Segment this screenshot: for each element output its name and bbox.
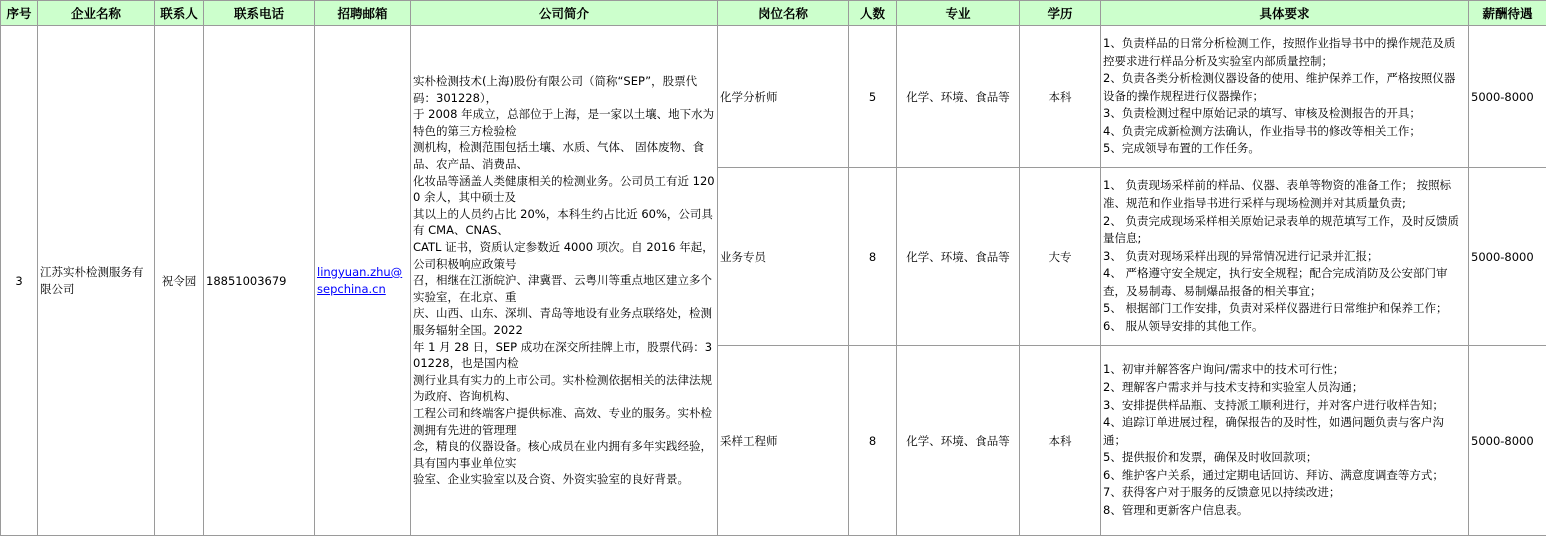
header-email: 招聘邮箱: [315, 1, 411, 26]
header-salary: 薪酬待遇: [1469, 1, 1546, 26]
position-major: 化学、环境、食品等: [897, 168, 1020, 346]
intro-line: 测行业具有实力的上市公司。实朴检测依据相关的法律法规为政府、咨询机构、: [413, 372, 712, 404]
position-education: 本科: [1020, 346, 1101, 536]
requirement-item: 1、负责样品的日常分析检测工作，按照作业指导书中的操作规范及质控要求进行样品分析及实验室内部质量控制；: [1103, 35, 1456, 68]
requirement-item: 7、获得客户对于服务的反馈意见以持续改进；: [1103, 485, 1341, 500]
position-title: 采样工程师: [718, 346, 849, 536]
requirement-item: 5、 根据部门工作安排，负责对采样仪器进行日常维护和保养工作；: [1103, 301, 1448, 316]
header-company-name: 企业名称: [38, 1, 155, 26]
requirement-item: 8、管理和更新客户信息表。: [1103, 503, 1249, 518]
requirement-item: 6、 服从领导安排的其他工作。: [1103, 319, 1264, 334]
header-position: 岗位名称: [718, 1, 849, 26]
company-phone: 18851003679: [204, 26, 315, 536]
requirement-item: 5、完成领导布置的工作任务。: [1103, 141, 1260, 156]
header-major: 专业: [897, 1, 1020, 26]
requirement-item: 2、理解客户需求并与技术支持和实验室人员沟通；: [1103, 379, 1364, 394]
requirement-item: 6、维护客户关系，通过定期电话回访、拜访、满意度调查等方式；: [1103, 467, 1444, 482]
company-contact: 祝令园: [155, 26, 204, 536]
requirement-item: 4、负责完成新检测方法确认，作业指导书的修改等相关工作；: [1103, 123, 1421, 138]
header-intro: 公司简介: [411, 1, 718, 26]
intro-line: 年 1 月 28 日，SEP 成功在深交所挂牌上市，股票代码：301228，也是国内检: [413, 339, 713, 371]
intro-line: 测机构，检测范围包括土壤、水质、气体、 固体废物、食品、农产品、消费品、: [413, 140, 705, 172]
requirement-item: 1、初审并解答客户询问/需求中的技术可行性；: [1103, 362, 1345, 377]
intro-line: 念，精良的仪器设备。核心成员在业内拥有多年实践经验，具有国内事业单位实: [413, 439, 712, 470]
intro-line: 验室、企业实验室以及合资、外资实验室的良好背景。: [413, 472, 689, 487]
position-salary: 5000-8000: [1469, 346, 1546, 536]
intro-line: 庆、山西、山东、深圳、青岛等地设有业务点联络处，检测服务辐射全国。2022: [413, 306, 712, 337]
position-requirements: [1101, 26, 1469, 168]
requirement-item: 1、 负责现场采样前的样品、仪器、表单等物资的准备工作； 按照标准、规范和作业指导书进行采样与现场检测并对其质量负责;: [1103, 178, 1452, 210]
position-education: 本科: [1020, 26, 1101, 168]
intro-line: 工程公司和终端客户提供标准、高效、专业的服务。实朴检测拥有先进的管理理: [413, 405, 712, 437]
header-education: 学历: [1020, 1, 1101, 26]
header-index: 序号: [1, 1, 38, 26]
position-count: 5: [849, 26, 897, 168]
requirement-item: 3、安排提供样品瓶、支持派工顺利进行，并对客户进行收样告知；: [1103, 397, 1444, 412]
intro-line: 其以上的人员约占比 20%，本科生约占比近 60%，公司具有 CMA、CNAS、: [413, 206, 713, 238]
requirement-item: 4、 严格遵守安全规定，执行安全规程；配合完成消防及公安部门审查，及易制毒、易制爆品报备的相关事宜；: [1103, 266, 1448, 298]
header-phone: 联系电话: [204, 1, 315, 26]
table-row: [1, 26, 1546, 168]
position-major: 化学、环境、食品等: [897, 346, 1020, 536]
intro-line: 化妆品等涵盖人类健康相关的检测业务。公司员工有近 1200 余人，其中硕士及: [413, 173, 715, 205]
header-row: [1, 1, 1546, 26]
intro-line: CATL 证书，资质认定参数近 4000 项次。自 2016 年起，公司积极响应政策号: [413, 240, 714, 271]
position-count: 8: [849, 168, 897, 346]
position-title: 业务专员: [718, 168, 849, 346]
header-requirements: 具体要求: [1101, 1, 1469, 26]
requirement-item: 4、追踪订单进展过程，确保报告的及时性，如遇问题负责与客户沟通；: [1103, 415, 1444, 447]
intro-line: 实朴检测技术(上海)股份有限公司（简称“SEP”，股票代码：301228），: [413, 74, 698, 105]
intro-line: 于 2008 年成立，总部位于上海，是一家以土壤、地下水为特色的第三方检验检: [413, 107, 715, 138]
company-name: 江苏实朴检测服务有限公司: [38, 26, 155, 536]
requirement-item: 2、 负责完成现场采样相关原始记录表单的规范填写工作，及时反馈质量信息;: [1103, 213, 1459, 246]
company-index: 3: [1, 26, 38, 536]
company-intro: [411, 26, 718, 536]
header-count: 人数: [849, 1, 897, 26]
position-title: 化学分析师: [718, 26, 849, 168]
requirement-item: 3、 负责对现场采样出现的异常情况进行记录并汇报；: [1103, 248, 1379, 263]
position-count: 8: [849, 346, 897, 536]
position-requirements: [1101, 168, 1469, 346]
requirement-item: 3、负责检测过程中原始记录的填写、审核及检测报告的开具；: [1103, 106, 1421, 121]
position-salary: 5000-8000: [1469, 168, 1546, 346]
intro-line: 召，相继在江浙皖沪、津冀晋、云粤川等重点地区建立多个实验室，在北京、重: [413, 273, 712, 304]
position-education: 大专: [1020, 168, 1101, 346]
requirement-item: 5、提供报价和发票，确保及时收回款项；: [1103, 450, 1318, 465]
company-email-link[interactable]: lingyuan.zhu@sepchina.cn: [315, 26, 411, 536]
position-major: 化学、环境、食品等: [897, 26, 1020, 168]
requirement-item: 2、负责各类分析检测仪器设备的使用、维护保养工作，严格按照仪器设备的操作规程进行仪器操作；: [1103, 71, 1456, 103]
position-salary: 5000-8000: [1469, 26, 1546, 168]
header-contact: 联系人: [155, 1, 204, 26]
position-requirements: [1101, 346, 1469, 536]
